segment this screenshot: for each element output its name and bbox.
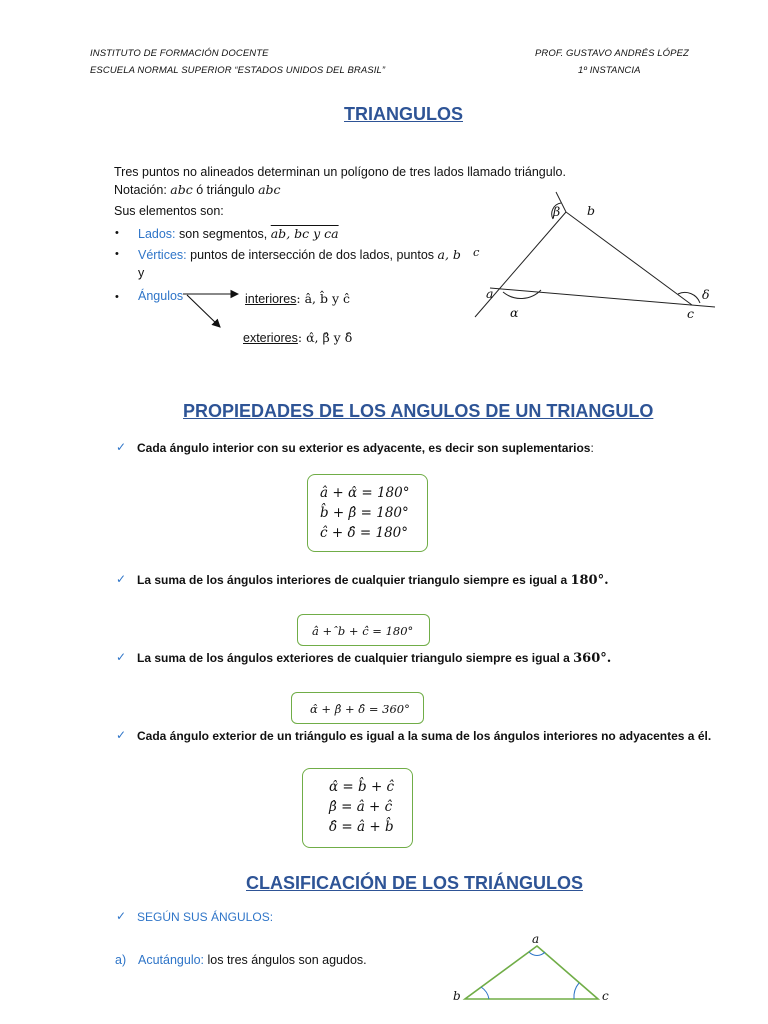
by-angles-heading: SEGÚN SUS ÁNGULOS: xyxy=(137,910,274,924)
box-interior-sum xyxy=(297,614,430,646)
prop2-text: La suma de los ángulos interiores de cualquier triangulo siempre es igual a xyxy=(137,573,571,587)
item-a-marker: a) xyxy=(115,953,127,967)
arrow-exteriores xyxy=(187,295,220,327)
side-bc xyxy=(566,212,692,305)
label-delta: δ xyxy=(702,287,710,302)
check-icon: ✓ xyxy=(116,572,127,586)
label-alpha: α xyxy=(510,305,519,320)
lados-line xyxy=(138,226,339,241)
prop3-text: La suma de los ángulos exteriores de cualquier triangulo siempre es igual a xyxy=(137,651,574,665)
header-institute: INSTITUTO DE FORMACIÓN DOCENTE xyxy=(90,48,269,59)
side-ab-extended xyxy=(475,212,566,317)
notation-mid: ó triángulo xyxy=(192,183,259,197)
title-triangulos: TRIANGULOS xyxy=(344,104,463,124)
box-supplementary xyxy=(307,474,428,552)
angle-c-arc xyxy=(574,983,579,999)
notation-line xyxy=(114,182,281,197)
lados-segments: ab, bc y ca xyxy=(270,226,339,241)
prop2-value: 180°. xyxy=(570,573,609,588)
check-icon: ✓ xyxy=(116,650,127,664)
prop2-line xyxy=(137,573,609,588)
exteriores-label: exteriores xyxy=(243,331,298,345)
acute-label-b: b xyxy=(453,989,461,1003)
acutangulo-line xyxy=(138,953,367,967)
angle-a-arc xyxy=(529,952,545,955)
prop3-line xyxy=(137,651,611,666)
lados-text: son segmentos, xyxy=(175,227,271,241)
label-beta: β xyxy=(553,204,561,219)
check-icon: ✓ xyxy=(116,440,127,454)
triangle-figure xyxy=(470,190,730,330)
label-b: b xyxy=(587,203,596,218)
vertices-points: a, b xyxy=(437,247,461,262)
exteriores-angles: : α̂, β̂ y δ̂ xyxy=(297,330,353,345)
header-instance: 1º INSTANCIA xyxy=(578,65,641,76)
prop3-value: 360°. xyxy=(573,651,612,666)
eq-exterior-sum: α̂ + β̂ + δ̂ = 360° xyxy=(310,702,410,716)
acutangulo-label: Acutángulo: xyxy=(138,953,205,967)
box-exterior-equals xyxy=(302,768,413,848)
acute-label-a: a xyxy=(532,932,540,946)
bullet-lados: • xyxy=(115,227,119,239)
interiores-line xyxy=(245,291,350,306)
elements-label: Sus elementos son: xyxy=(114,204,224,218)
acute-triangle-figure xyxy=(448,928,618,1012)
angle-alpha-arc xyxy=(503,290,541,298)
vertices-label: Vértices: xyxy=(138,248,187,262)
header-school: ESCUELA NORMAL SUPERIOR “ESTADOS UNIDOS DEL BRASIL” xyxy=(90,65,386,76)
angulos-label: Ángulos xyxy=(138,289,184,303)
lados-label: Lados: xyxy=(138,227,176,241)
eq-a-alpha: â + α̂ = 180° xyxy=(320,485,410,501)
notation-label: Notación: xyxy=(114,183,171,197)
eq-interior-sum: â +ˆb + ĉ = 180° xyxy=(312,624,414,638)
prop4-text: Cada ángulo exterior de un triángulo es igual a la suma de los ángulos interiores no adyacentes a él. xyxy=(137,729,712,743)
exteriores-line xyxy=(243,330,352,345)
interiores-angles: : â, b̂ y ĉ xyxy=(296,291,351,306)
eq-c-delta: ĉ + δ̂ = 180° xyxy=(320,525,408,541)
eq-b-beta: b̂ + β̂ = 180° xyxy=(320,505,409,521)
eq-beta-sum: β̂ = â + ĉ xyxy=(329,799,393,815)
eq-alpha-sum: α̂ = b̂ + ĉ xyxy=(329,779,395,795)
angulos-arrows xyxy=(180,285,250,335)
prop1-text: Cada ángulo interior con su exterior es adyacente, es decir son suplementarios xyxy=(137,441,591,455)
vertices-c: c xyxy=(473,245,480,259)
label-c: c xyxy=(687,306,695,321)
intro-text: Tres puntos no alineados determinan un polígono de tres lados llamado triángulo. xyxy=(114,165,566,179)
check-icon: ✓ xyxy=(116,728,127,742)
vertices-line xyxy=(138,247,461,262)
acutangulo-text: los tres ángulos son agudos. xyxy=(204,953,367,967)
notation-abc-2: abc xyxy=(258,182,281,197)
acute-label-c: c xyxy=(602,989,609,1003)
vertices-text: puntos de intersección de dos lados, puntos xyxy=(186,248,438,262)
vertices-y: y xyxy=(138,266,145,280)
header-teacher: PROF. GUSTAVO ANDRÉS LÓPEZ xyxy=(535,48,689,59)
eq-delta-sum: δ̂ = â + b̂ xyxy=(329,819,394,835)
prop1-colon: : xyxy=(590,441,594,455)
box-exterior-sum xyxy=(291,692,424,724)
title-propiedades: PROPIEDADES DE LOS ANGULOS DE UN TRIANGULO xyxy=(183,401,654,421)
check-icon: ✓ xyxy=(116,909,127,923)
bullet-vertices: • xyxy=(115,248,119,260)
title-clasificacion: CLASIFICACIÓN DE LOS TRIÁNGULOS xyxy=(246,873,583,893)
label-a: a xyxy=(486,286,494,301)
notation-abc: abc xyxy=(170,182,193,197)
angle-b-arc xyxy=(481,987,489,999)
prop1-line xyxy=(137,441,594,455)
bullet-angulos: • xyxy=(115,291,119,303)
interiores-label: interiores xyxy=(245,292,297,306)
